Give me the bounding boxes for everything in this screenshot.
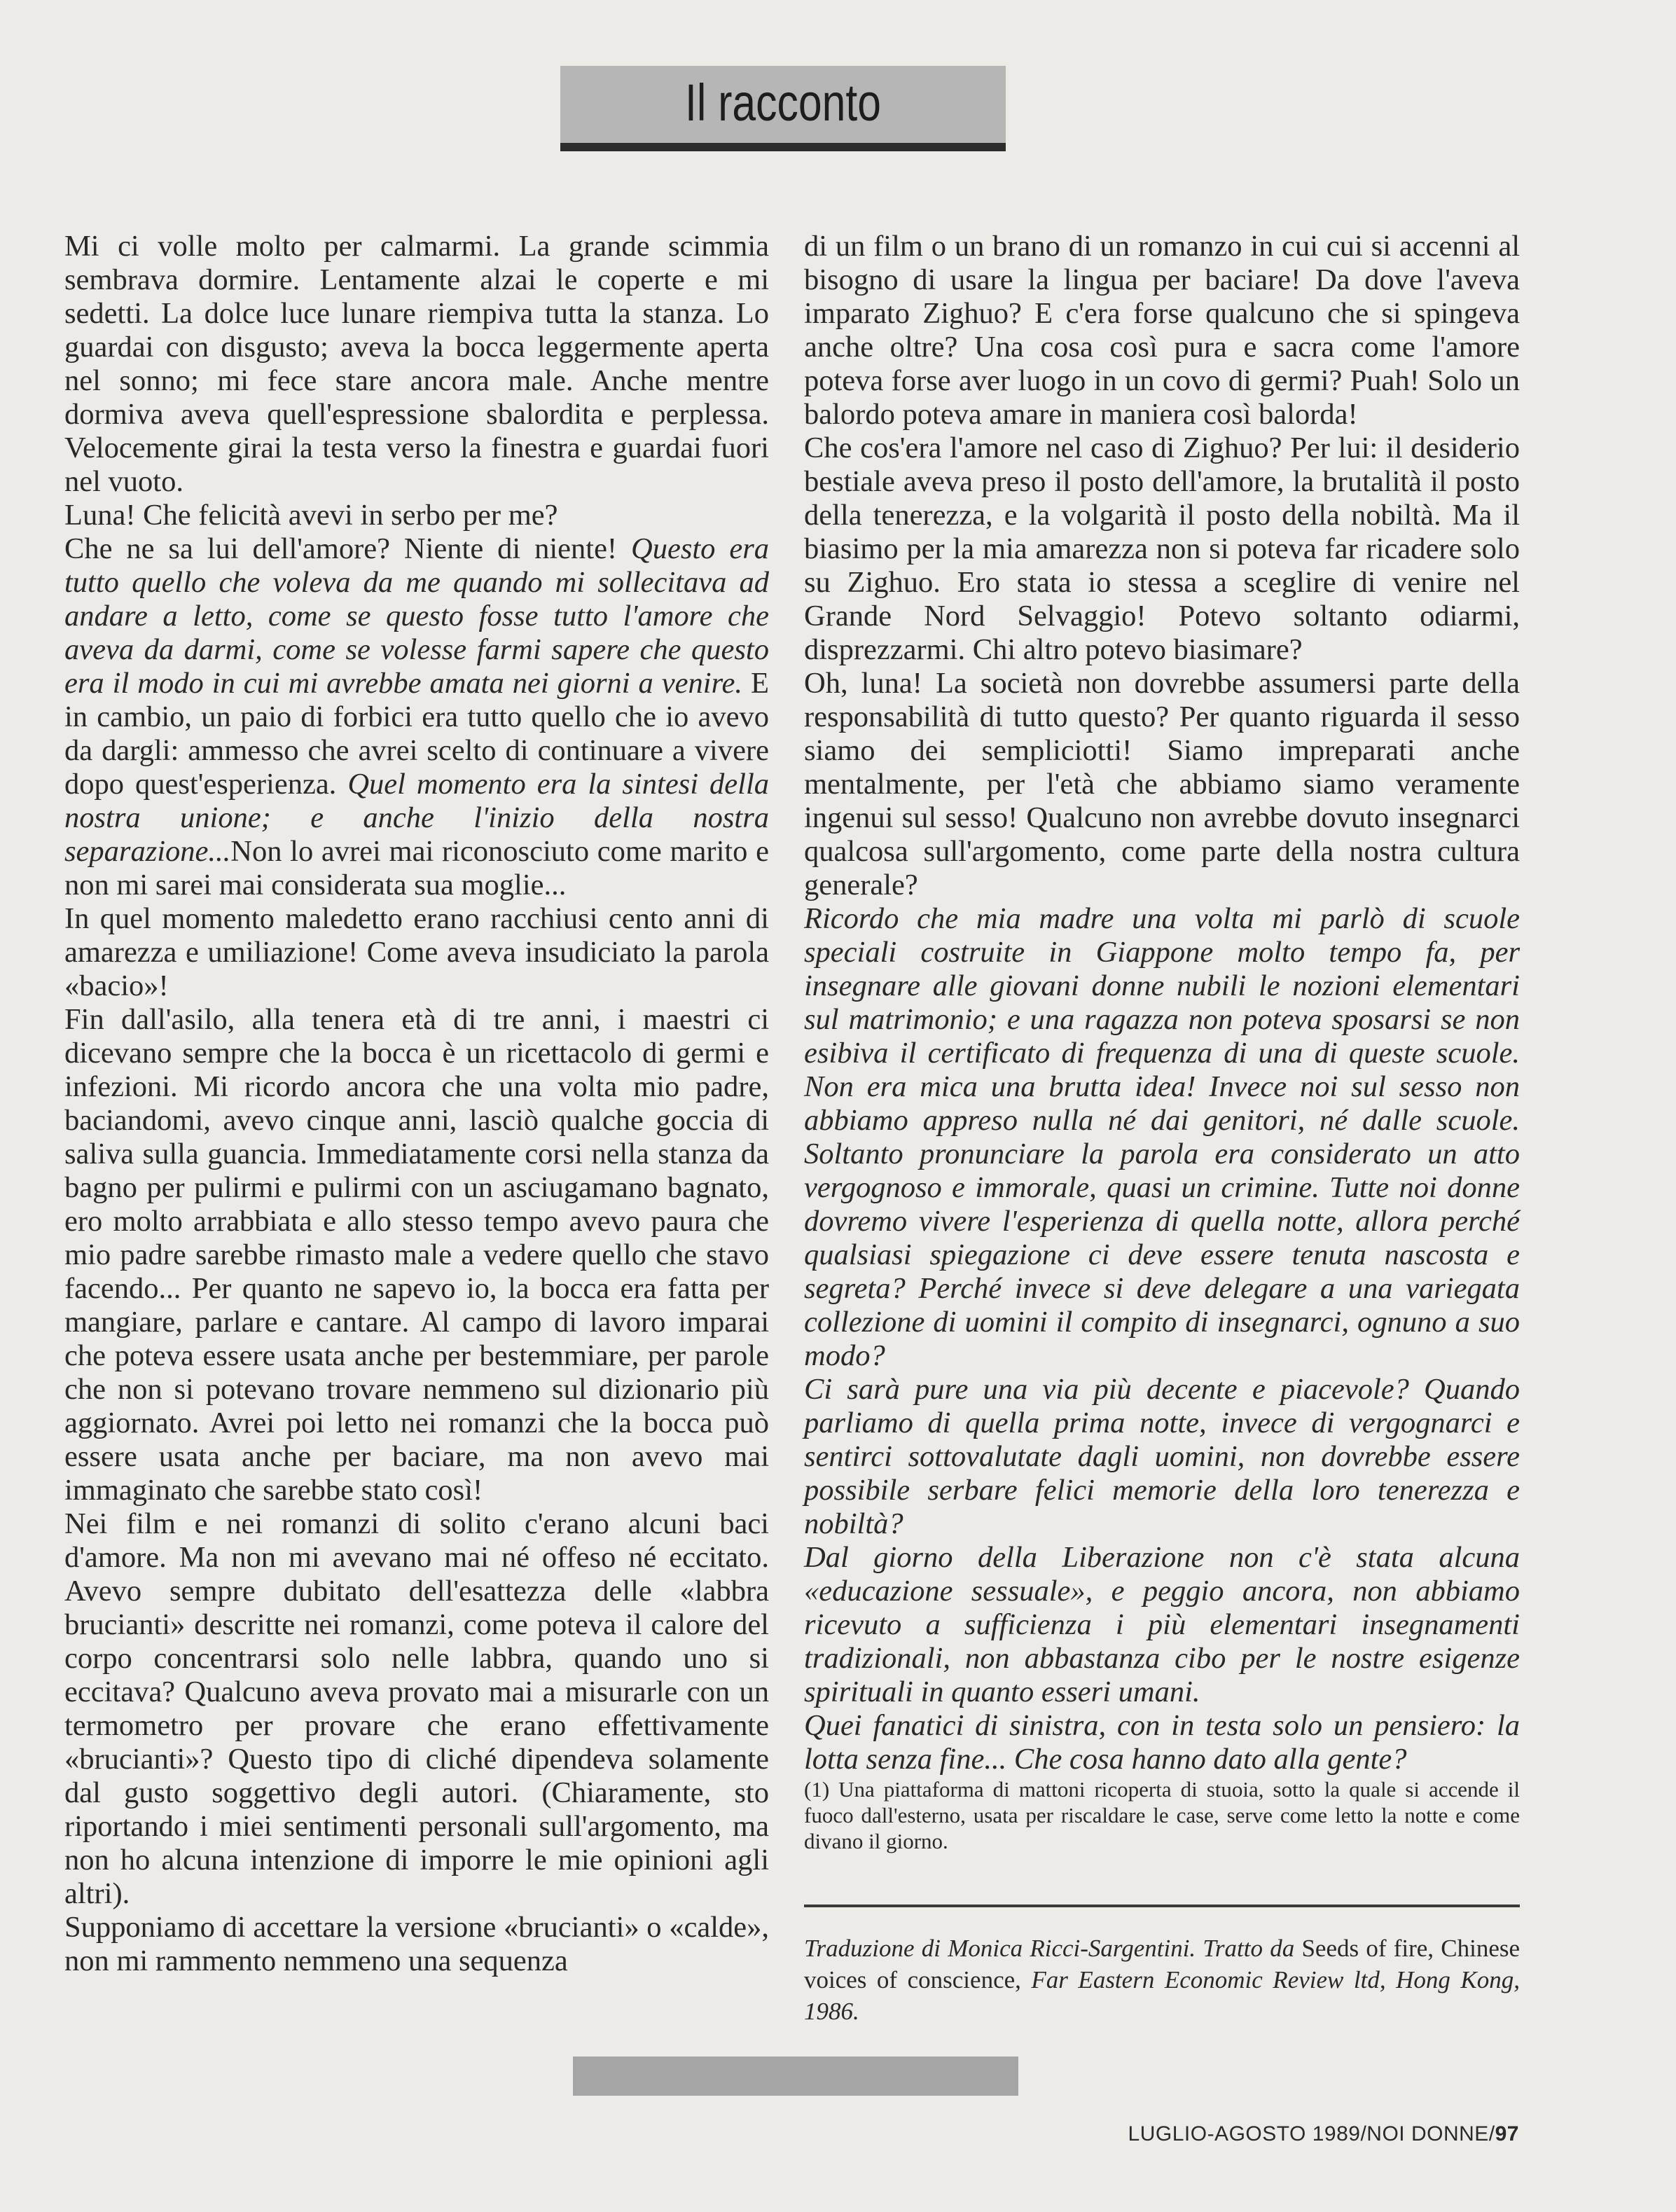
page-footer	[1128, 2122, 1519, 2146]
italic-paragraph: Ci sarà pure una via più decente e piacevole? Quando parliamo di quella prima notte, invece di vergognarci e sentirci sottovalutate dagli uomini, non dovrebbe essere possibile serbare felici memorie della loro tenerezza e nobiltà?	[804, 1373, 1520, 1540]
paragraph: di un film o un brano di un romanzo in cui cui si accenni al bisogno di usare la lingua per baciare! Da dove l'aveva imparato Zighuo? E c'era forse qualcuno che si spingeva anche oltre? Una cosa così pura e sacra come l'amore poteva forse aver luogo in un covo di germi? Puah! Solo un balordo poteva amare in maniera così balorda!	[804, 230, 1520, 431]
section-header-rule	[560, 143, 1006, 151]
paragraph	[64, 532, 769, 902]
credit-text: Far Eastern Economic Review ltd, Hong Kong, 1986.	[804, 1966, 1520, 2025]
text-run: E in cambio, un paio di forbici era tutto quello che io avevo da dargli: ammesso che avrei scelto di continuare a vivere dopo quest'esperienza.	[64, 667, 769, 801]
paragraph: Che cos'era l'amore nel caso di Zighuo? Per lui: il desiderio bestiale aveva preso il posto dell'amore, la brutalità il posto della tenerezza, e la volgarità il posto della nobiltà. Ma il biasimo per la mia amarezza non si poteva far ricadere solo su Zighuo. Ero stata io stessa a sceglire di venire nel Grande Nord Selvaggio! Potevo soltanto odiarmi, disprezzarmi. Chi altro potevo biasimare?	[804, 431, 1520, 666]
translation-credit	[804, 1933, 1520, 2027]
credit-book-title: Seeds of fire, Chinese voices of conscience,	[804, 1935, 1521, 1993]
paragraph: Nei film e nei romanzi di solito c'erano alcuni baci d'amore. Ma non mi avevano mai né offeso né eccitato. Avevo sempre dubitato dell'esattezza delle «labbra brucianti» descritte nei romanzi, come poteva il calore del corpo concentrarsi solo nelle labbra, quando uno si eccitava? Qualcuno aveva provato mai a misurarle con un termometro per provare che erano effettivamente «brucianti»? Questo tipo di cliché dipendeva solamente dal gusto soggettivo degli autori. (Chiaramente, sto riportando i miei sentimenti personali sull'argomento, ma non ho alcuna intenzione di imporre le mie opinioni agli altri).	[64, 1507, 769, 1910]
italic-paragraph: Quei fanatici di sinistra, con in testa solo un pensiero: la lotta senza fine... Che cosa hanno dato alla gente?	[804, 1709, 1520, 1776]
italic-run: Quel momento era la sintesi della nostra unione; e anche l'inizio della nostra separazione...	[64, 768, 770, 868]
paragraph: Mi ci volle molto per calmarmi. La grande scimmia sembrava dormire. Lentamente alzai le coperte e mi sedetti. La dolce luce lunare riempiva tutta la stanza. Lo guardai con disgusto; aveva la bocca leggermente aperta nel sonno; mi fece stare ancora male. Anche mentre dormiva aveva quell'espressione sbalordita e perplessa. Velocemente girai la testa verso la finestra e guardai fuori nel vuoto.	[64, 230, 769, 498]
italic-paragraph: Ricordo che mia madre una volta mi parlò di scuole speciali costruite in Giappone molto tempo fa, per insegnare alle giovani donne nubili le nozioni elementari sul matrimonio; e una ragazza non poteva sposarsi se non esibiva il certificato di frequenza di una di queste scuole. Non era mica una brutta idea! Invece noi sul sesso non abbiamo appreso nulla né dai genitori, né dalle scuole. Soltanto pronunciare la parola era considerato un atto vergognoso e immorale, quasi un crimine. Tutte noi donne dovremo vivere l'esperienza di quella notte, allora perché qualsiasi spiegazione ci deve essere tenuta nascosta e segreta? Perché invece si deve delegare a una variegata collezione di uomini il compito di insegnarci, ognuno a suo modo?	[804, 902, 1520, 1372]
page-number: 97	[1495, 2122, 1519, 2145]
paragraph: Fin dall'asilo, alla tenera età di tre anni, i maestri ci dicevano sempre che la bocca è un ricettacolo di germi e infezioni. Mi ricordo ancora che una volta mio padre, baciandomi, avevo cinque anni, lasciò qualche goccia di saliva sulla guancia. Immediatamente corsi nella stanza da bagno per pulirmi e pulirmi con un asciugamano bagnato, ero molto arrabbiata e allo stesso tempo avevo paura che mio padre sarebbe rimasto male a vedere quello che stavo facendo... Per quanto ne sapevo io, la bocca era fatta per mangiare, parlare e cantare. Al campo di lavoro imparai che poteva essere usata anche per bestemmiare, per parole che non si potevano trovare nemmeno sul dizionario più aggiornato. Avrei poi letto nei romanzi che la bocca può essere usata anche per baciare, ma non avevo mai immaginato che sarebbe stato così!	[64, 1003, 769, 1507]
issue-label: LUGLIO-AGOSTO 1989/NOI DONNE/	[1128, 2122, 1495, 2145]
paragraph: In quel momento maledetto erano racchiusi cento anni di amarezza e umiliazione! Come aveva insudiciato la parola «bacio»!	[64, 902, 769, 1002]
italic-run: Questo era tutto quello che voleva da me quando mi sollecitava ad andare a letto, come se questo fosse tutto l'amore che aveva da darmi, come se volesse farmi sapere che questo era il modo in cui mi avrebbe amata nei giorni a venire.	[64, 532, 769, 700]
right-column	[804, 230, 1520, 2027]
text-run: Non lo avrei mai riconosciuto come marito e non mi sarei mai considerata sua moglie...	[64, 835, 769, 901]
section-header	[560, 66, 1006, 143]
italic-paragraph: Dal giorno della Liberazione non c'è stata alcuna «educazione sessuale», e peggio ancora, non abbiamo ricevuto a sufficienza i più elementari insegnamenti tradizionali, non abbastanza cibo per le nostre esigenze spirituali in quanto esseri umani.	[804, 1541, 1520, 1708]
footnote: (1) Una piattaforma di mattoni ricoperta di stuoia, sotto la quale si accende il fuoco dall'esterno, usata per riscaldare le case, serve come letto la notte e come divano il giorno.	[804, 1777, 1520, 1853]
paragraph: Supponiamo di accettare la versione «brucianti» o «calde», non mi rammento nemmeno una sequenza	[64, 1911, 769, 1977]
left-column	[64, 230, 769, 1978]
section-title: Il racconto	[685, 74, 881, 132]
text-run: Che ne sa lui dell'amore? Niente di niente!	[64, 532, 632, 565]
credit-text: Traduzione di Monica Ricci-Sargentini. Tratto da	[804, 1935, 1302, 1962]
paragraph: Luna! Che felicità avevi in serbo per me?	[64, 499, 558, 532]
footnote-divider	[804, 1905, 1520, 1907]
bottom-decorative-bar	[573, 2057, 1018, 2096]
paragraph: Oh, luna! La società non dovrebbe assumersi parte della responsabilità di tutto questo? Per quanto riguarda il sesso siamo dei sempliciotti! Siamo impreparati anche mentalmente, per l'età che abbiamo siamo veramente ingenui sul sesso! Qualcuno non avrebbe dovuto insegnarci qualcosa sull'argomento, come parte della nostra cultura generale?	[804, 667, 1520, 901]
